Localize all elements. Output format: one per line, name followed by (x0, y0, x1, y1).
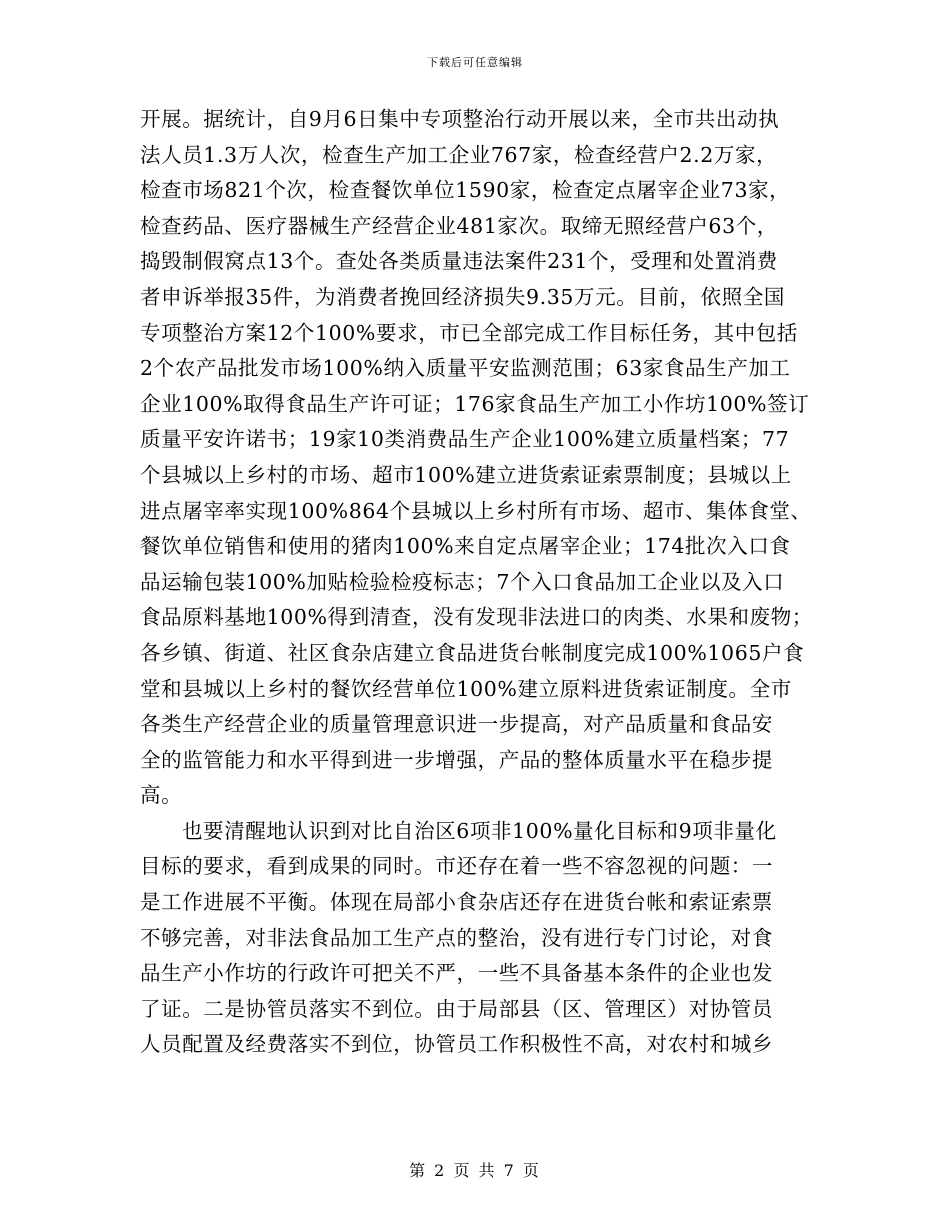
text-line: 食品原料基地100%得到清查，没有发现非法进口的肉类、水果和废物； (140, 605, 813, 630)
page-header-note: 下载后可任意编辑 (427, 56, 523, 69)
text-line: 2个农产品批发市场100%纳入质量平安监测范围；63家食品生产加工 (140, 356, 791, 381)
text-line: 全的监管能力和水平得到进一步增强，产品的整体质量水平在稳步提 (140, 747, 773, 772)
text-line: 人员配置及经费落实不到位，协管员工作积极性不高，对农村和城乡 (140, 1032, 773, 1057)
text-line: 捣毁制假窝点13个。查处各类质量违法案件231个，受理和处置消费 (140, 249, 778, 274)
text-line: 各乡镇、街道、社区食杂店建立食品进货台帐制度完成100%1065户食 (140, 640, 805, 665)
text-line: 个县城以上乡村的市场、超市100%建立进货索证索票制度；县城以上 (140, 462, 792, 487)
paragraph-1 (140, 102, 820, 814)
page-number-footer: 第 2 页 共 7 页 (409, 1161, 541, 1180)
paragraph-2 (140, 814, 820, 1063)
text-line: 检查药品、医疗器械生产经营企业481家次。取缔无照经营户63个， (140, 213, 778, 238)
text-line: 餐饮单位销售和使用的猪肉100%来自定点屠宰企业；174批次入口食 (140, 534, 791, 559)
text-line: 目标的要求，看到成果的同时。市还存在着一些不容忽视的问题：一 (140, 854, 773, 879)
text-line: 进点屠宰率实现100%864个县城以上乡村所有市场、超市、集体食堂、 (140, 498, 812, 523)
text-line: 各类生产经营企业的质量管理意识进一步提高，对产品质量和食品安 (140, 712, 773, 737)
text-line: 检查市场821个次，检查餐饮单位1590家，检查定点屠宰企业73家， (140, 178, 791, 203)
text-line: 不够完善，对非法食品加工生产点的整治，没有进行专门讨论，对食 (140, 925, 773, 950)
text-line: 品生产小作坊的行政许可把关不严，一些不具备基本条件的企业也发 (140, 961, 773, 986)
text-line: 质量平安许诺书；19家10类消费品生产企业100%建立质量档案；77 (140, 427, 790, 452)
text-line: 企业100%取得食品生产许可证；176家食品生产加工小作坊100%签订 (140, 391, 810, 416)
text-line: 是工作进展不平衡。体现在局部小食杂店还存在进货台帐和索证索票 (140, 890, 773, 915)
text-line: 了证。二是协管员落实不到位。由于局部县（区、管理区）对协管员 (140, 996, 773, 1021)
document-body (140, 102, 820, 1063)
text-line: 者申诉举报35件，为消费者挽回经济损失9.35万元。目前，依照全国 (140, 284, 786, 309)
text-line: 也要清醒地认识到对比自治区6项非100%量化目标和9项非量化 (182, 818, 777, 843)
text-line: 法人员1.3万人次，检查生产加工企业767家，检查经营户2.2万家， (140, 142, 778, 167)
text-line: 堂和县城以上乡村的餐饮经营单位100%建立原料进货索证制度。全市 (140, 676, 792, 701)
text-line: 高。 (140, 783, 183, 808)
text-line: 开展。据统计，自9月6日集中专项整治行动开展以来，全市共出动执 (140, 107, 780, 131)
text-line: 专项整治方案12个100%要求，市已全部完成工作目标任务，其中包括 (140, 320, 798, 345)
text-line: 品运输包装100%加贴检验检疫标志；7个入口食品加工企业以及入口 (140, 569, 785, 594)
